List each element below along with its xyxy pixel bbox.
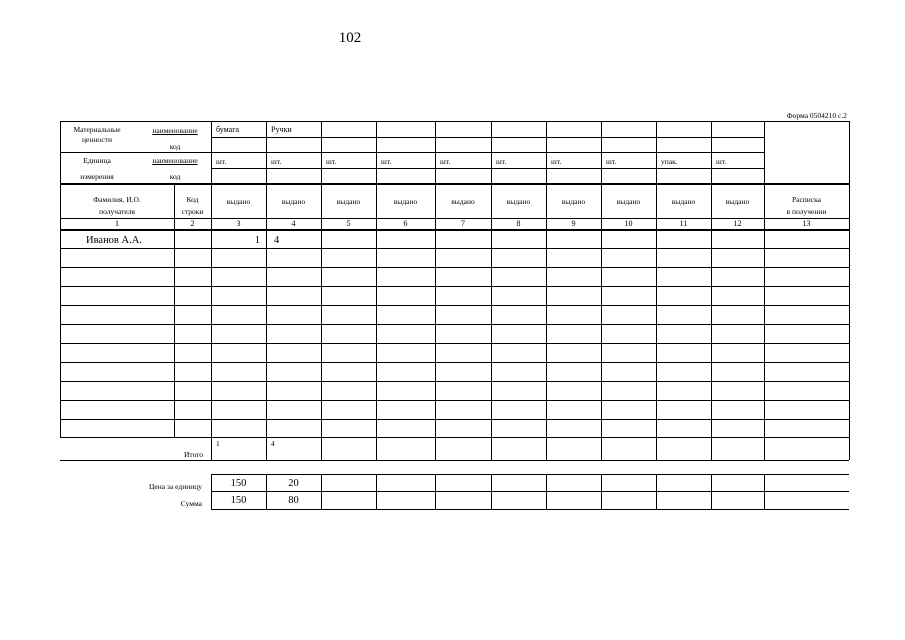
header-divider	[211, 168, 764, 169]
row-value: 1	[254, 235, 260, 246]
page-number: 102	[338, 30, 362, 46]
totals-value: 4	[271, 439, 275, 448]
table-column-line	[656, 183, 657, 460]
price-value: 20	[288, 478, 299, 489]
price-label: Цена за единицу	[149, 482, 202, 491]
price-sum-divider	[211, 491, 849, 492]
sum-value: 80	[288, 495, 299, 506]
price-column-line	[376, 474, 377, 509]
header-column-line	[764, 121, 765, 183]
header-divider	[211, 137, 764, 138]
totals-label: Итого	[184, 450, 203, 459]
issued-header: выдано	[561, 197, 586, 206]
table-row-line	[60, 248, 849, 249]
price-column-line	[435, 474, 436, 509]
row-value: 4	[274, 235, 280, 246]
unit-name: шт.	[551, 157, 562, 166]
header-column-line	[266, 121, 267, 183]
recipient-name: Иванов А.А.	[86, 235, 142, 246]
fio-header: получателя	[99, 207, 135, 216]
material-name: Ручки	[271, 125, 292, 134]
table-column-line	[174, 183, 175, 437]
column-number: 6	[403, 219, 408, 228]
column-number: 13	[802, 219, 811, 228]
header-column-line	[546, 121, 547, 183]
table-column-line	[266, 183, 267, 460]
column-number: 2	[190, 219, 195, 228]
header-column-line	[321, 121, 322, 183]
unit-name: шт.	[440, 157, 451, 166]
header-column-line	[601, 121, 602, 183]
header-column-line	[211, 121, 212, 183]
column-number: 10	[624, 219, 633, 228]
line-code-header: Код	[186, 195, 199, 204]
table-row-line	[60, 419, 849, 420]
table-row-line	[60, 267, 849, 268]
column-number: 11	[679, 219, 688, 228]
price-column-line	[711, 474, 712, 509]
column-number: 12	[733, 219, 742, 228]
column-number: 5	[346, 219, 351, 228]
table-column-line	[601, 183, 602, 460]
column-number: 8	[516, 219, 521, 228]
issued-header: выдано	[281, 197, 306, 206]
price-column-line	[656, 474, 657, 509]
header-divider	[60, 152, 764, 153]
table-row-line	[60, 362, 849, 363]
table-column-line	[321, 183, 322, 460]
table-column-line	[711, 183, 712, 460]
column-numbers-top	[60, 218, 849, 219]
sum-bottom	[211, 509, 849, 510]
header-left-border	[60, 121, 61, 183]
totals-value: 1	[216, 439, 220, 448]
header-column-line	[656, 121, 657, 183]
price-column-line	[764, 474, 765, 509]
unit-name: шт.	[496, 157, 507, 166]
unit-name: шт.	[716, 157, 727, 166]
column-number: 7	[461, 219, 465, 228]
header-column-line	[711, 121, 712, 183]
header-column-line	[376, 121, 377, 183]
issued-header: выдано	[616, 197, 641, 206]
issued-header: выдано	[451, 197, 475, 206]
table-row-line	[60, 305, 849, 306]
unit-name: упак.	[661, 157, 678, 166]
table-row-line	[60, 381, 849, 382]
table-column-line	[491, 183, 492, 460]
sum-value: 150	[230, 495, 247, 506]
code-label: код	[169, 142, 181, 151]
table-row-line	[60, 400, 849, 401]
totals-bottom	[60, 460, 849, 461]
column-numbers-bottom	[60, 229, 849, 231]
unit-name: шт.	[326, 157, 337, 166]
table-column-line	[376, 183, 377, 460]
unit-name: шт.	[381, 157, 392, 166]
unit-name: шт.	[271, 157, 282, 166]
issued-header: выдано	[725, 197, 750, 206]
table-row-line	[60, 343, 849, 344]
price-column-line	[491, 474, 492, 509]
column-number: 4	[291, 219, 296, 228]
table-column-line	[435, 183, 436, 460]
unit-label: Единица	[83, 156, 111, 165]
table-row-line	[60, 437, 849, 438]
receipt-header: Расписка	[791, 195, 822, 204]
issued-header: выдано	[226, 197, 251, 206]
unit-label: измерения	[80, 172, 114, 181]
material-values-label: Материальные	[73, 125, 121, 134]
table-column-line	[764, 183, 765, 460]
issued-header: выдано	[393, 197, 418, 206]
header-bottom-border	[60, 183, 849, 185]
price-column-line	[321, 474, 322, 509]
table-column-line	[60, 183, 61, 437]
price-top	[211, 474, 849, 475]
price-column-line	[601, 474, 602, 509]
column-number: 3	[236, 219, 241, 228]
header-column-line	[435, 121, 436, 183]
line-code-header: строки	[181, 207, 204, 216]
issued-header: выдано	[336, 197, 361, 206]
header-top-border	[60, 121, 849, 122]
header-right-border	[849, 121, 850, 183]
material-name: бумага	[216, 125, 240, 134]
table-row-line	[60, 286, 849, 287]
issued-header: выдано	[671, 197, 696, 206]
name-label: наименование	[152, 156, 198, 165]
table-row-line	[60, 324, 849, 325]
code-label: код	[169, 172, 181, 181]
table-column-line	[546, 183, 547, 460]
column-number: 1	[115, 219, 119, 228]
price-column-line	[546, 474, 547, 509]
column-number: 9	[571, 219, 576, 228]
table-column-line	[211, 183, 212, 460]
table-column-line	[849, 183, 850, 460]
fio-header: Фамилия, И.О.	[93, 195, 141, 204]
issued-header: выдано	[506, 197, 531, 206]
material-values-label: ценности	[82, 135, 112, 144]
sum-label: Сумма	[180, 499, 202, 508]
header-divider	[711, 137, 764, 138]
receipt-header: в получении	[786, 207, 827, 216]
unit-name: шт.	[606, 157, 617, 166]
price-value: 150	[230, 478, 247, 489]
unit-name: шт.	[216, 157, 227, 166]
header-column-line	[491, 121, 492, 183]
name-label: наименование	[152, 126, 198, 135]
form-identifier: Форма 0504210 с.2	[786, 111, 847, 120]
